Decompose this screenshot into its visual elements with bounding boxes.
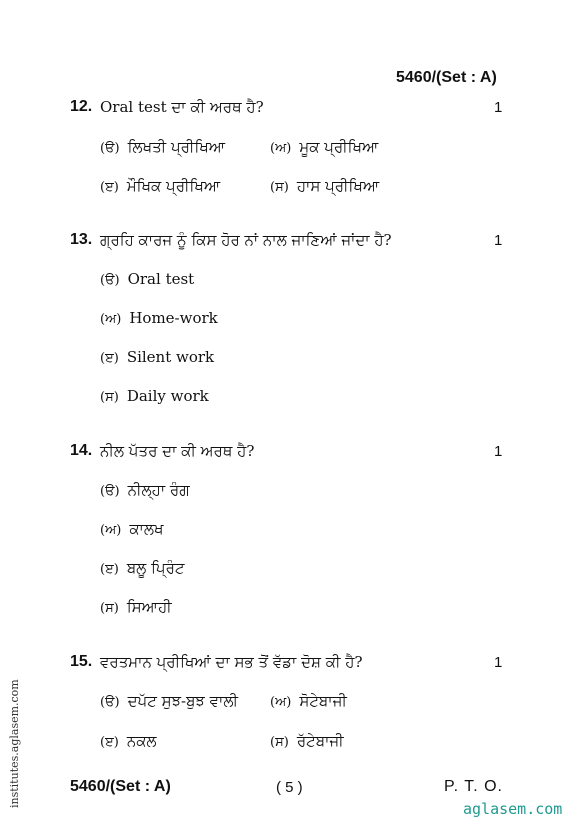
option-b	[270, 692, 347, 710]
option-text: ਮੂਕ ਪ੍ਰੀਖਿਆ	[299, 138, 379, 156]
option-text: ਲਿਖਤੀ ਪ੍ਰੀਖਿਆ	[127, 138, 226, 156]
option-label: (ੳ)	[100, 141, 120, 156]
option-text: ਮੌਖਿਕ ਪ੍ਰੀਖਿਆ	[126, 177, 221, 195]
option-label: (ੲ)	[100, 351, 119, 366]
question-number: 14.	[70, 442, 93, 459]
option-a	[100, 481, 190, 499]
question-text: ਵਰਤਮਾਨ ਪ੍ਰੀਖਿਆਂ ਦਾ ਸਭ ਤੋਂ ਵੱਡਾ ਦੋਸ਼ ਕੀ ਹੈ?	[100, 653, 363, 671]
option-text: ਨੀਲ੍ਹਾ ਰੰਗ	[127, 481, 190, 499]
option-label: (ਸ)	[100, 390, 119, 405]
option-c	[100, 559, 185, 577]
option-a	[100, 138, 225, 156]
option-text: Oral test	[127, 270, 195, 288]
option-d	[270, 177, 379, 195]
option-d	[270, 732, 344, 750]
option-label: (ਅ)	[270, 141, 292, 156]
option-label: (ਸ)	[100, 601, 119, 616]
option-a	[100, 270, 194, 288]
question-number: 15.	[70, 653, 93, 670]
option-b	[100, 309, 218, 327]
option-label: (ਸ)	[270, 735, 289, 750]
question-number: 12.	[70, 98, 93, 115]
question-text: Oral test ਦਾ ਕੀ ਅਰਥ ਹੈ?	[100, 98, 264, 116]
footer-set-code: 5460/(Set : A)	[70, 778, 171, 795]
option-label: (ੳ)	[100, 273, 120, 288]
pto-label: P. T. O.	[444, 778, 503, 795]
option-text: Daily work	[126, 387, 209, 405]
option-text: ਨਕਲ	[126, 732, 157, 750]
option-label: (ੲ)	[100, 735, 119, 750]
option-b	[270, 138, 378, 156]
brand-link[interactable]: aglasem.com	[463, 800, 563, 818]
option-label: (ੳ)	[100, 484, 120, 499]
option-c	[100, 348, 214, 366]
option-c	[100, 732, 157, 750]
option-label: (ਅ)	[270, 695, 292, 710]
option-label: (ਸ)	[270, 180, 289, 195]
question-marks: 1	[494, 99, 503, 116]
question-marks: 1	[494, 654, 503, 671]
option-b	[100, 520, 164, 538]
option-label: (ਅ)	[100, 312, 122, 327]
option-text: ਬਲੂ ਪ੍ਰਿੰਟ	[126, 559, 185, 577]
option-label: (ਅ)	[100, 523, 122, 538]
header-set-code: 5460/(Set : A)	[396, 69, 497, 86]
option-text: Silent work	[126, 348, 215, 366]
option-text: Home-work	[129, 309, 218, 327]
question-number: 13.	[70, 231, 93, 248]
option-label: (ੲ)	[100, 562, 119, 577]
option-a	[100, 692, 238, 710]
question-text: ਗ੍ਰਹਿ ਕਾਰਜ ਨੂੰ ਕਿਸ ਹੋਰ ਨਾਂ ਨਾਲ ਜਾਣਿਆਂ ਜਾਂਦਾ ਹੈ?	[100, 231, 392, 249]
question-marks: 1	[494, 232, 503, 249]
question-marks: 1	[494, 443, 503, 460]
page-number: ( 5 )	[276, 779, 303, 796]
option-text: ਸੋਟੇਬਾਜੀ	[299, 692, 347, 710]
option-label: (ੳ)	[100, 695, 120, 710]
option-label: (ੲ)	[100, 180, 119, 195]
option-text: ਸਿਆਹੀ	[126, 598, 172, 616]
option-d	[100, 387, 209, 405]
question-text: ਨੀਲ ਪੱਤਰ ਦਾ ਕੀ ਅਰਥ ਹੈ?	[100, 442, 255, 460]
option-d	[100, 598, 172, 616]
option-text: ਹਾਸ ਪ੍ਰੀਖਿਆ	[296, 177, 380, 195]
option-text: ਰੱਟੇਬਾਜੀ	[296, 732, 344, 750]
option-c	[100, 177, 220, 195]
option-text: ਦਪੱਟ ਸੁਝ-ਬੁਝ ਵਾਲੀ	[127, 692, 238, 710]
side-watermark: institutes.aglasem.com	[8, 679, 21, 808]
option-text: ਕਾਲਖ	[129, 520, 164, 538]
